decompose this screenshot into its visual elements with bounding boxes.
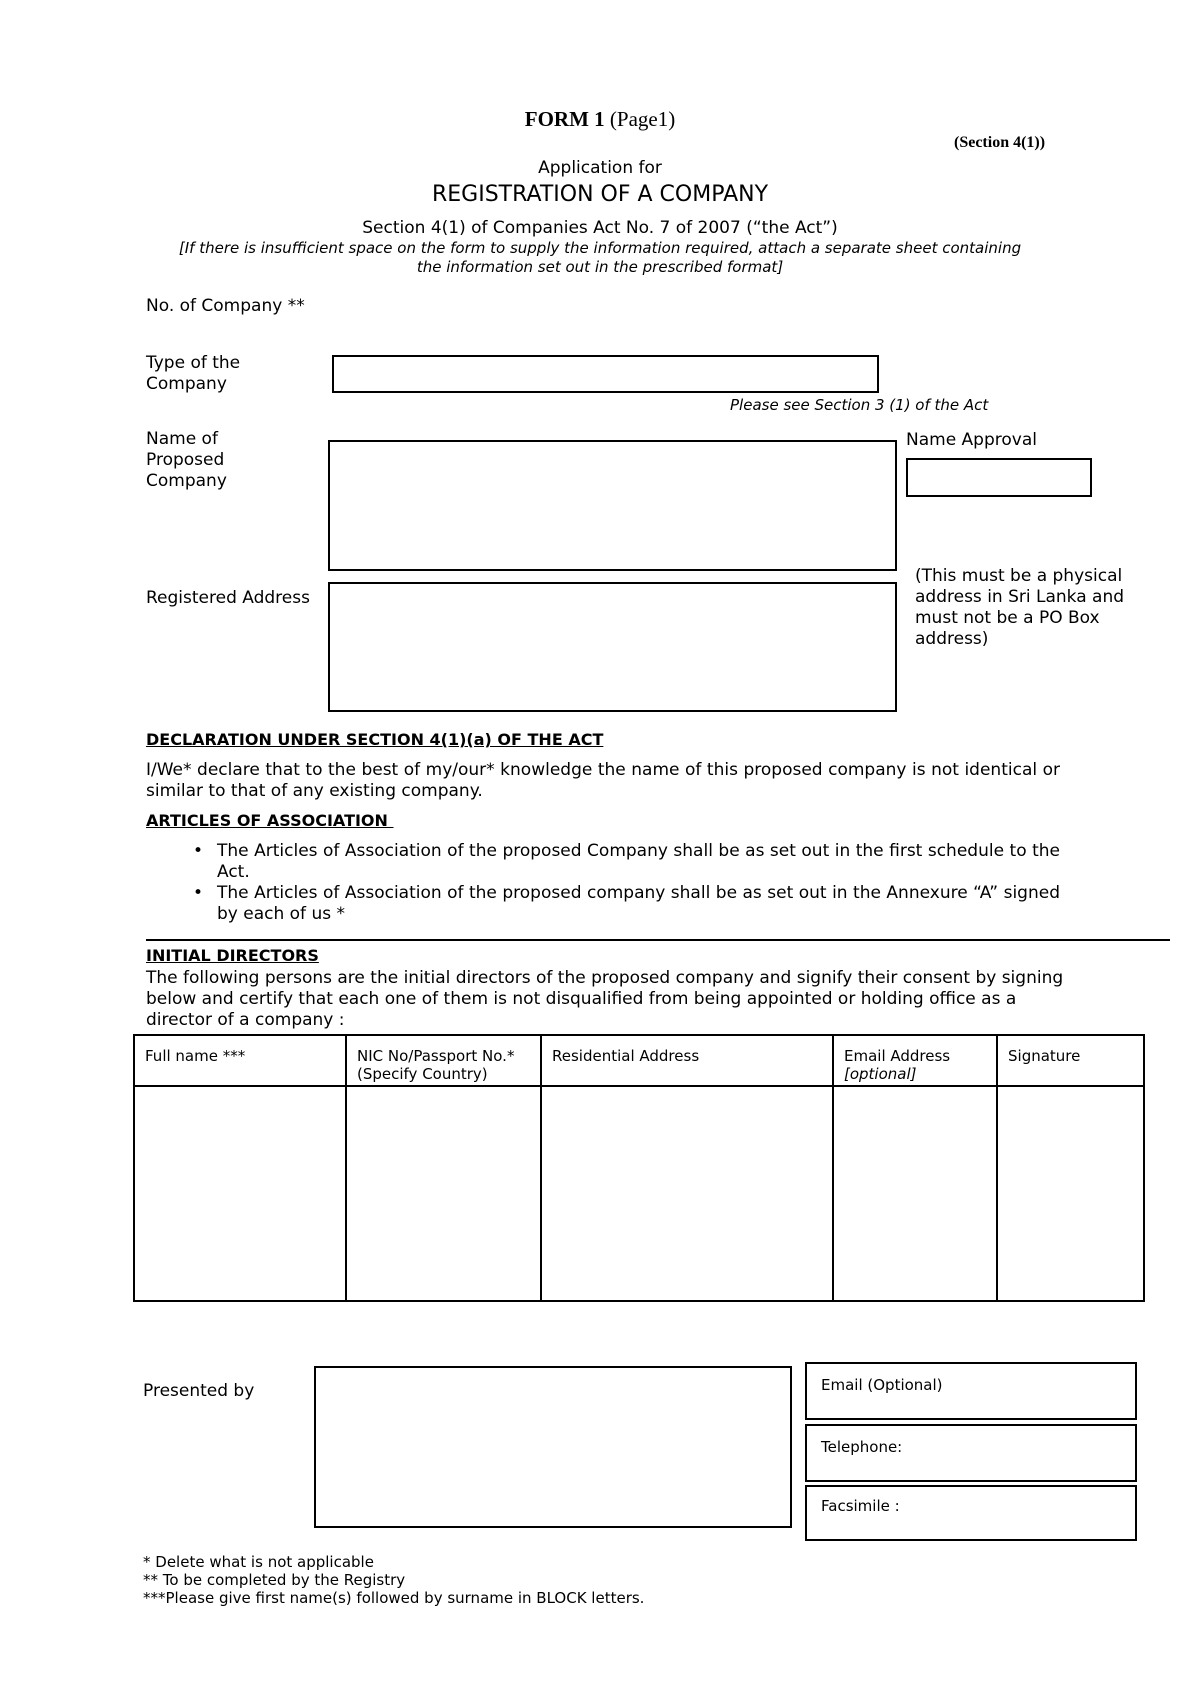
bullet-icon: • xyxy=(193,841,204,861)
company-name-field[interactable] xyxy=(328,440,897,571)
bullet-icon: • xyxy=(193,883,204,903)
address-note xyxy=(915,566,1124,650)
presented-by-field[interactable] xyxy=(314,1366,792,1528)
registered-address-field[interactable] xyxy=(328,582,897,712)
name-approval-field[interactable] xyxy=(906,458,1092,497)
column-header-signature: Signature xyxy=(997,1035,1144,1086)
form-title-page: (Page1) xyxy=(609,107,676,131)
email-field[interactable] xyxy=(805,1362,1137,1420)
articles-option-first-schedule xyxy=(146,841,1060,883)
company-number-label: No. of Company ** xyxy=(146,296,305,316)
act-reference: Section 4(1) of Companies Act No. 7 of 2007 (“the Act”) xyxy=(362,218,838,238)
declaration-text: I/We* declare that to the best of my/our* knowledge the name of this proposed company is not identical or similar to that of any existing company. xyxy=(146,760,1060,801)
name-approval-label: Name Approval xyxy=(906,430,1037,450)
section-reference: (Section 4(1)) xyxy=(954,134,1046,151)
articles-options xyxy=(146,841,1060,925)
column-header-full-name: Full name *** xyxy=(134,1035,346,1086)
company-type-label xyxy=(146,353,240,395)
page-title: REGISTRATION OF A COMPANY xyxy=(431,182,769,207)
instruction-note-line-2: the information set out in the prescribed format] xyxy=(416,258,784,276)
company-type-field[interactable] xyxy=(332,355,879,393)
section-divider xyxy=(146,939,1170,941)
presented-by-label: Presented by xyxy=(143,1381,255,1401)
footnote-1: * Delete what is not applicable xyxy=(143,1553,374,1571)
articles-option-2-text: The Articles of Association of the proposed company shall be as set out in the Annexure “A” signed by each of us * xyxy=(217,883,1060,924)
declaration-heading: DECLARATION UNDER SECTION 4(1)(a) OF THE ACT xyxy=(146,730,604,749)
column-header-address: Residential Address xyxy=(541,1035,833,1086)
company-name-label-line-1: Name of xyxy=(146,429,218,449)
table-row xyxy=(134,1086,1144,1301)
application-for: Application for xyxy=(538,158,662,178)
email-cell[interactable] xyxy=(833,1086,997,1301)
footnote-3: ***Please give first name(s) followed by surname in BLOCK letters. xyxy=(143,1589,645,1607)
directors-table xyxy=(133,1034,1145,1302)
company-type-note: Please see Section 3 (1) of the Act xyxy=(730,396,989,414)
nic-cell[interactable] xyxy=(346,1086,541,1301)
instruction-note-line-1: [If there is insufficient space on the form to supply the information required, attach a separate sheet containing xyxy=(178,239,1022,257)
articles-option-1-text: The Articles of Association of the proposed Company shall be as set out in the first schedule to the Act. xyxy=(217,841,1060,882)
company-type-label-line-1: Type of the xyxy=(146,353,241,373)
form-title xyxy=(0,106,1200,132)
column-header-nic: NIC No/Passport No.* (Specify Country) xyxy=(346,1035,541,1086)
company-name-label-line-3: Company xyxy=(146,471,227,491)
signature-cell[interactable] xyxy=(997,1086,1144,1301)
email-label: Email (Optional) xyxy=(821,1376,943,1394)
articles-option-annexure xyxy=(146,883,1060,925)
directors-text: The following persons are the initial directors of the proposed company and signify their consent by signing below and certify that each one of them is not disqualified from being appointed or holding office as a director of a company : xyxy=(146,968,1064,1030)
address-note-line-2: address in Sri Lanka and xyxy=(915,587,1125,607)
directors-heading: INITIAL DIRECTORS xyxy=(146,946,319,965)
company-type-label-line-2: Company xyxy=(146,374,227,394)
telephone-label: Telephone: xyxy=(821,1438,903,1456)
full-name-cell[interactable] xyxy=(134,1086,346,1301)
address-note-line-1: (This must be a physical xyxy=(915,566,1123,586)
column-header-email: Email Address [optional] xyxy=(833,1035,997,1086)
address-cell[interactable] xyxy=(541,1086,833,1301)
directors-table-header xyxy=(134,1035,1144,1086)
company-name-label-line-2: Proposed xyxy=(146,450,225,470)
address-note-line-4: address) xyxy=(915,629,989,649)
telephone-field[interactable] xyxy=(805,1424,1137,1482)
company-name-label xyxy=(146,429,227,492)
registered-address-label: Registered Address xyxy=(146,588,310,608)
footnote-2: ** To be completed by the Registry xyxy=(143,1571,406,1589)
footnotes xyxy=(143,1553,644,1607)
fax-field[interactable] xyxy=(805,1485,1137,1541)
articles-heading: ARTICLES OF ASSOCIATION xyxy=(146,811,394,830)
form-title-bold: FORM 1 xyxy=(524,107,605,131)
fax-label: Facsimile : xyxy=(821,1497,900,1515)
address-note-line-3: must not be a PO Box xyxy=(915,608,1100,628)
